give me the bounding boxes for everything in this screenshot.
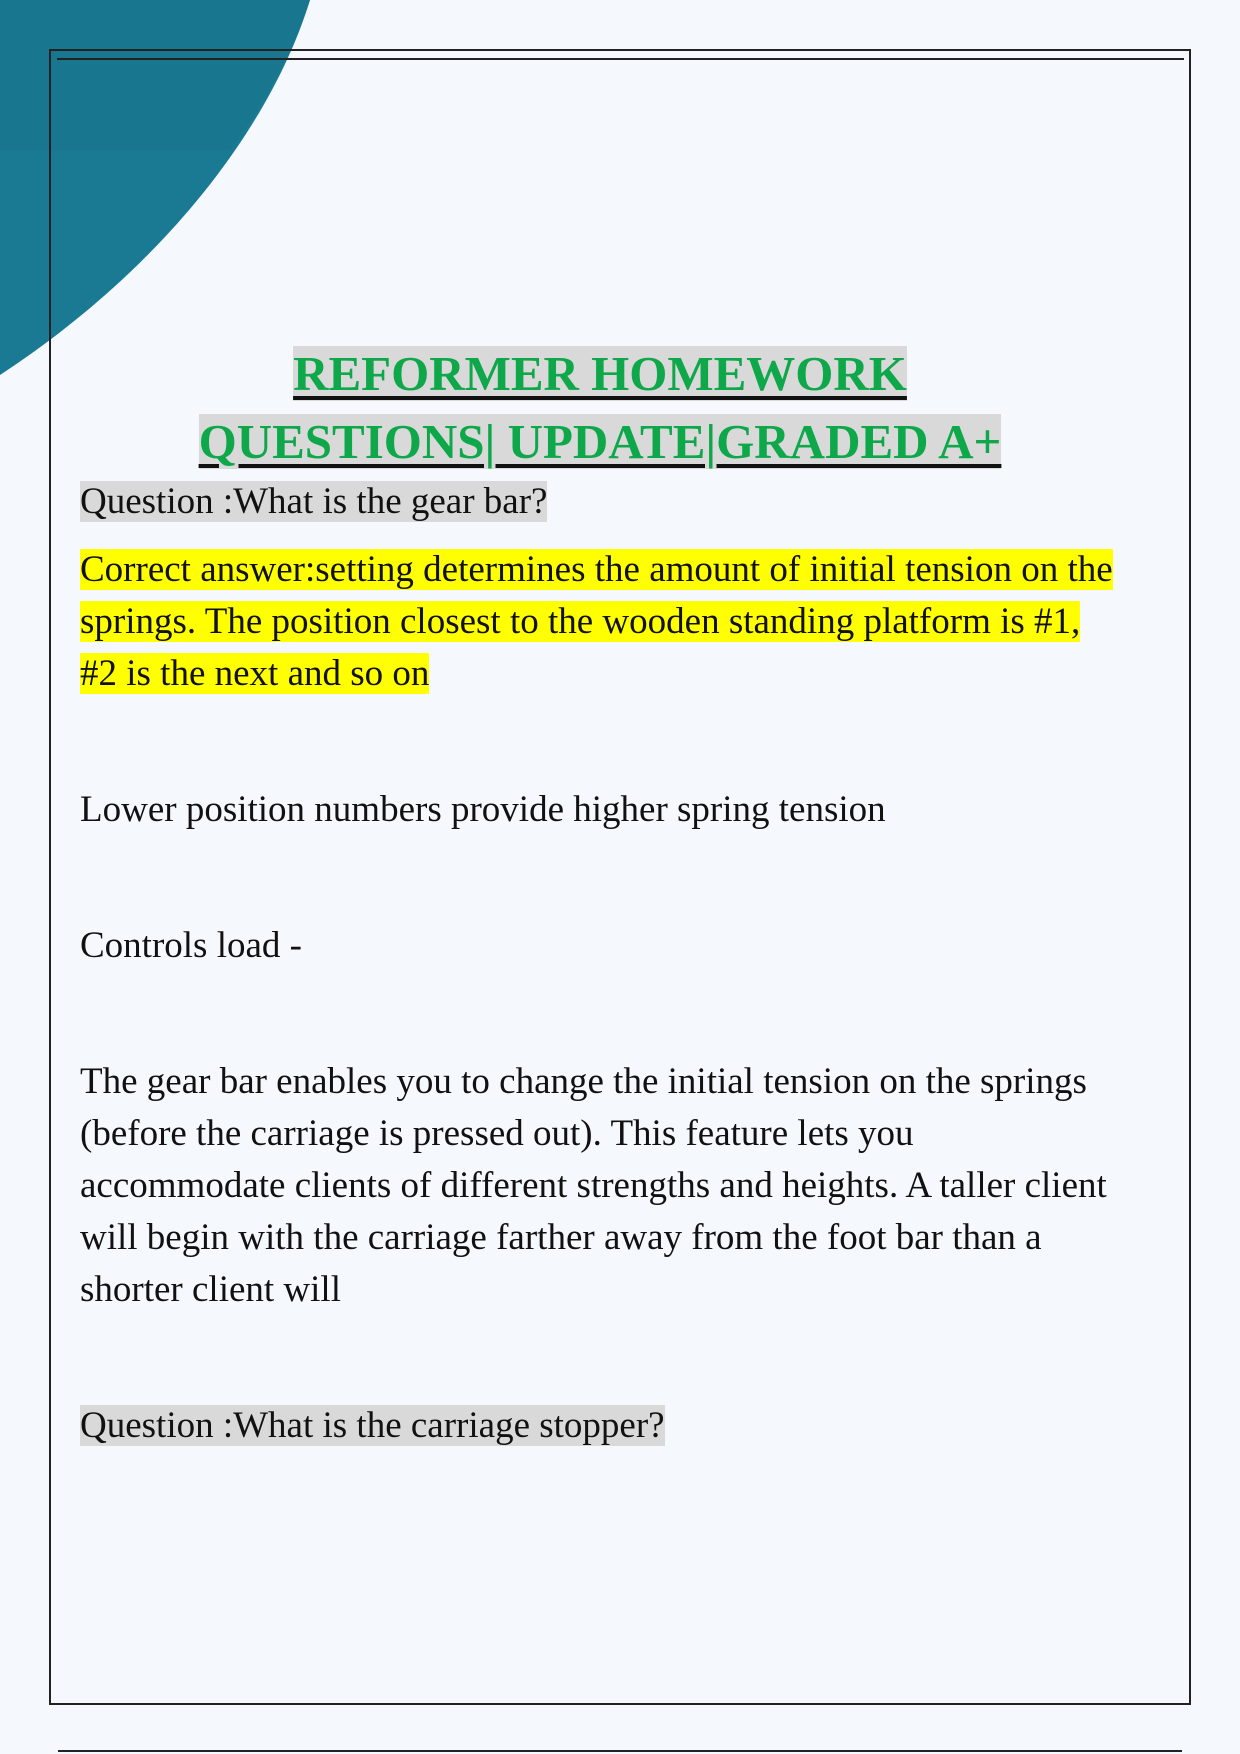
answer-1-text: Correct answer:setting determines the amount of initial tension on the springs. The position closest to the wooden standing platform is #1, #2 is the next and so on (80, 549, 1113, 694)
document-body (80, 340, 1120, 1452)
answer-1 (80, 544, 1120, 700)
question-2-text: Question :What is the carriage stopper? (80, 1405, 665, 1446)
note-controls-load: Controls load - (80, 925, 302, 966)
note-spring-tension: Lower position numbers provide higher spring tension (80, 789, 886, 830)
note-gear-bar-explanation: The gear bar enables you to change the initial tension on the springs (before the carriage is pressed out). This feature lets you accommodate clients of different strengths and heights. A taller client will begin with the carriage farther away from the foot bar than a shorter client will (80, 1061, 1107, 1310)
bottom-rule (58, 1750, 1182, 1752)
document-title (80, 340, 1120, 476)
question-1-text: Question :What is the gear bar? (80, 481, 548, 522)
title-line-2: QUESTIONS| UPDATE|GRADED A+ (198, 414, 1002, 469)
question-2 (80, 1400, 1120, 1452)
title-line-1: REFORMER HOMEWORK (293, 346, 907, 401)
top-rule (57, 58, 1184, 60)
question-1 (80, 476, 1120, 528)
